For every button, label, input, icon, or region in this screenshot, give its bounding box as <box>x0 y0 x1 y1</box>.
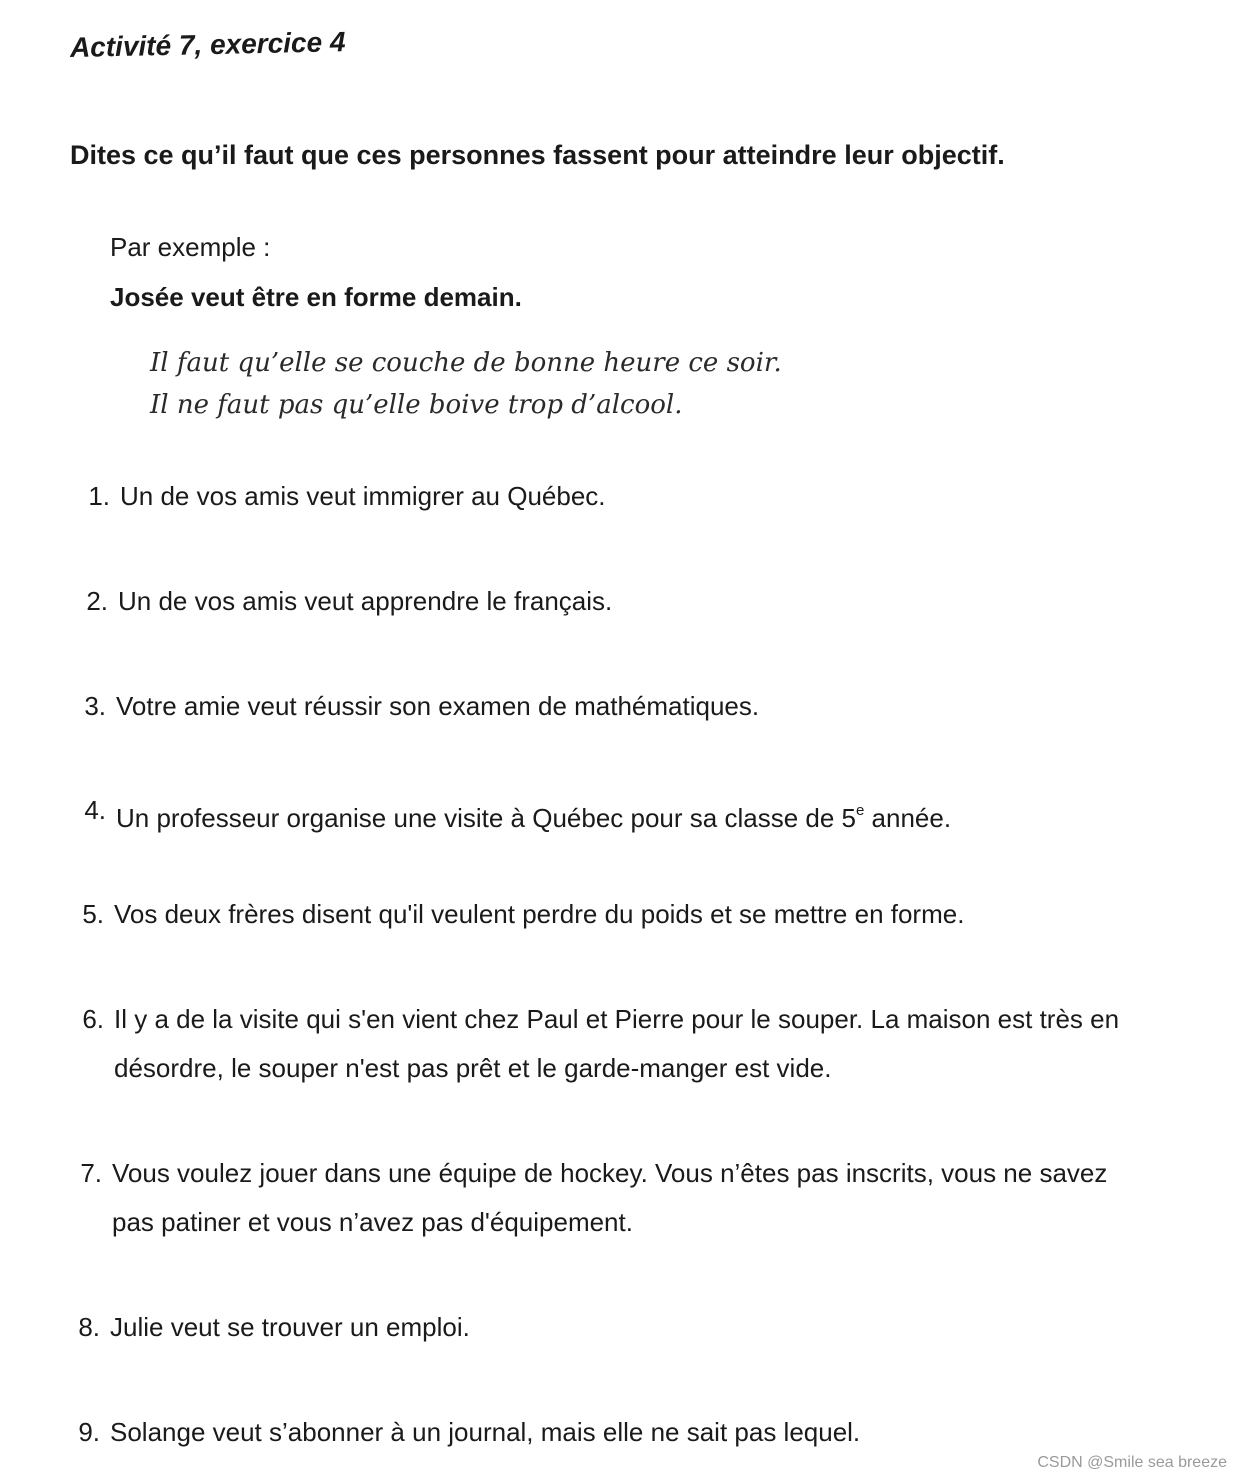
page-title: Activité 7, exercice 4 <box>69 26 346 63</box>
list-item <box>60 995 1190 1093</box>
list-item <box>60 890 1190 939</box>
item-text: Julie veut se trouver un emploi. <box>110 1312 470 1342</box>
item-number: 9. <box>78 1417 100 1447</box>
list-item <box>56 1303 1186 1352</box>
item-text: Un de vos amis veut immigrer au Québec. <box>120 481 606 511</box>
example-answer-2: Il ne faut pas qu’elle boive trop d’alcool. <box>150 390 683 420</box>
item-text: Il y a de la visite qui s'en vient chez Paul et Pierre pour le souper. La maison est très en désordre, le souper n'est pas prêt et le garde-manger est vide. <box>114 1004 1120 1083</box>
item-number: 6. <box>82 1004 104 1034</box>
instruction: Dites ce qu’il faut que ces personnes fassent pour atteindre leur objectif. <box>70 140 1005 170</box>
item-text: Un de vos amis veut apprendre le français. <box>118 586 613 616</box>
item-number: 4. <box>84 795 106 825</box>
example-answer-1: Il faut qu’elle se couche de bonne heure ce soir. <box>150 348 782 378</box>
item-number: 1. <box>88 481 110 511</box>
item-number: 3. <box>84 691 106 721</box>
item-number: 2. <box>86 586 108 616</box>
item-text: Vous voulez jouer dans une équipe de hockey. Vous n’êtes pas inscrits, vous ne savez pas patiner et vous n’avez pas d'équipement. <box>112 1158 1108 1237</box>
list-item <box>66 472 1196 521</box>
item-text-tail: année. <box>864 803 952 833</box>
item-text-main: Un professeur organise une visite à Québec pour sa classe de 5 <box>116 803 856 833</box>
item-text: Votre amie veut réussir son examen de mathématiques. <box>116 691 760 721</box>
item-number: 7. <box>80 1158 102 1188</box>
list-item <box>56 1408 1186 1457</box>
example-prompt: Josée veut être en forme demain. <box>110 282 522 312</box>
watermark: CSDN @Smile sea breeze <box>1037 1454 1227 1471</box>
item-text: Vos deux frères disent qu'il veulent perdre du poids et se mettre en forme. <box>114 899 965 929</box>
item-number: 8. <box>78 1312 100 1342</box>
item-text <box>106 786 951 843</box>
item-text: Solange veut s’abonner à un journal, mais elle ne sait pas lequel. <box>110 1417 861 1447</box>
list-item <box>64 577 1194 626</box>
ordinal-superscript: e <box>855 802 865 819</box>
example-label: Par exemple : <box>110 232 271 262</box>
item-number: 5. <box>82 899 104 929</box>
list-item <box>62 786 1192 843</box>
list-item <box>58 1149 1188 1247</box>
list-item <box>62 682 1192 731</box>
